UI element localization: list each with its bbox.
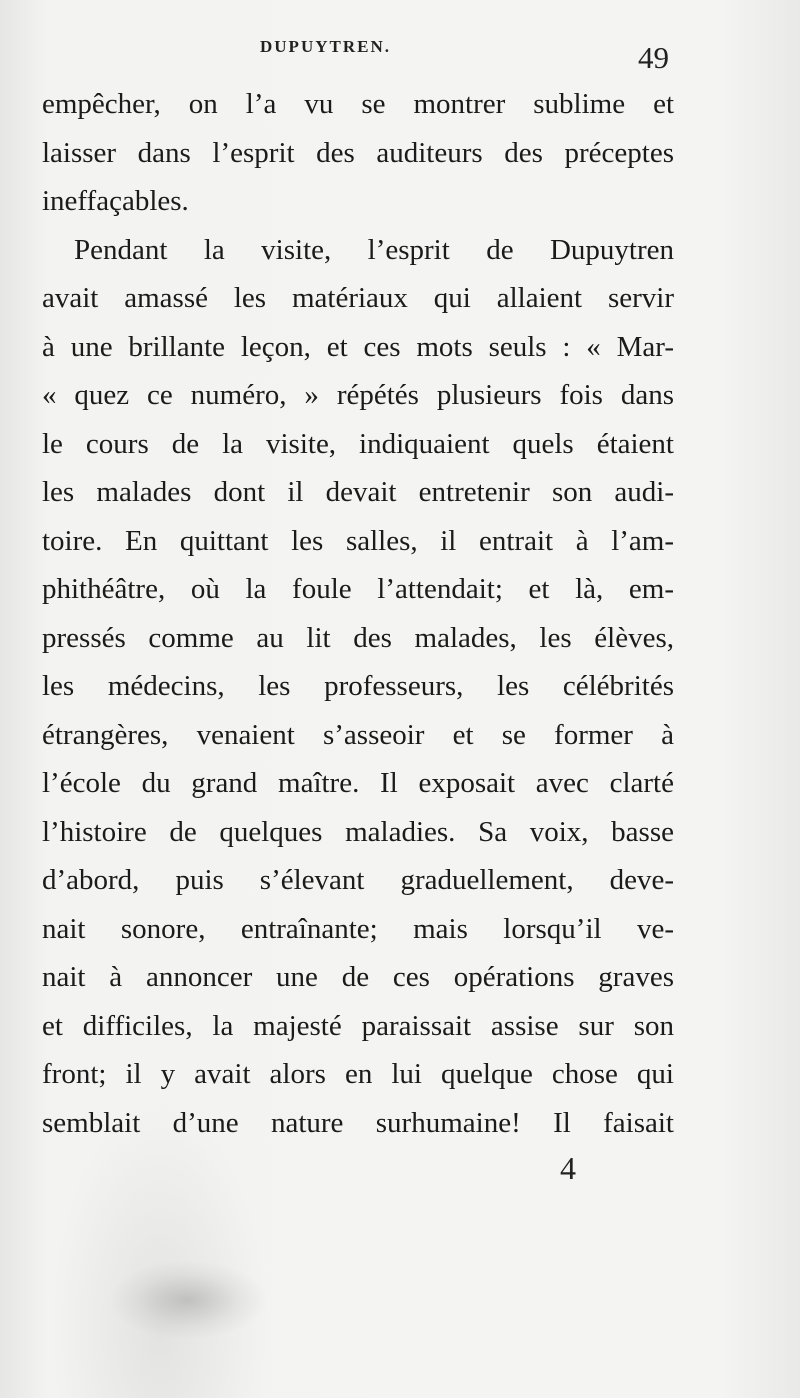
text-line: pressés comme au lit des malades, les élèves,: [42, 621, 674, 654]
text-line: et difficiles, la majesté paraissait assise sur son: [42, 1009, 674, 1042]
text-line: l’histoire de quelques maladies. Sa voix, basse: [42, 815, 674, 848]
text-line: les médecins, les professeurs, les célébrités: [42, 670, 674, 702]
text-line: les malades dont il devait entretenir son audi-: [42, 476, 674, 508]
text-line: nait sonore, entraînante; mais lorsqu’il ve-: [42, 912, 674, 945]
text-line: empêcher, on l’a vu se montrer sublime et: [42, 88, 674, 120]
text-line: nait à annoncer une de ces opérations graves: [42, 961, 674, 993]
text-line: le cours de la visite, indiquaient quels étaient: [42, 427, 674, 460]
text-line: à une brillante leçon, et ces mots seuls : « Mar-: [42, 330, 674, 363]
text-line: « quez ce numéro, » répétés plusieurs fois dans: [42, 379, 674, 411]
text-line: avait amassé les matériaux qui allaient servir: [42, 282, 674, 314]
text-line: toire. En quittant les salles, il entrait à l’am-: [42, 524, 674, 557]
text-line: ineffaçables.: [42, 185, 189, 217]
signature-mark: 4: [560, 1150, 576, 1186]
text-line: étrangères, venaient s’asseoir et se former à: [42, 718, 674, 751]
text-line: d’abord, puis s’élevant graduellement, deve-: [42, 864, 674, 896]
text-line: laisser dans l’esprit des auditeurs des préceptes: [42, 136, 674, 169]
text-line: l’école du grand maître. Il exposait avec clarté: [42, 767, 674, 799]
running-title: DUPUYTREN.: [260, 37, 391, 56]
text-line: phithéâtre, où la foule l’attendait; et là, em-: [42, 573, 674, 605]
paper-stain: [108, 1260, 268, 1340]
text-line: front; il y avait alors en lui quelque chose qui: [42, 1058, 674, 1090]
page-number: 49: [638, 40, 669, 75]
text-line: Pendant la visite, l’esprit de Dupuytren: [74, 233, 674, 266]
text-line: semblait d’une nature surhumaine! Il faisait: [42, 1106, 674, 1139]
body-text: [42, 80, 674, 1147]
